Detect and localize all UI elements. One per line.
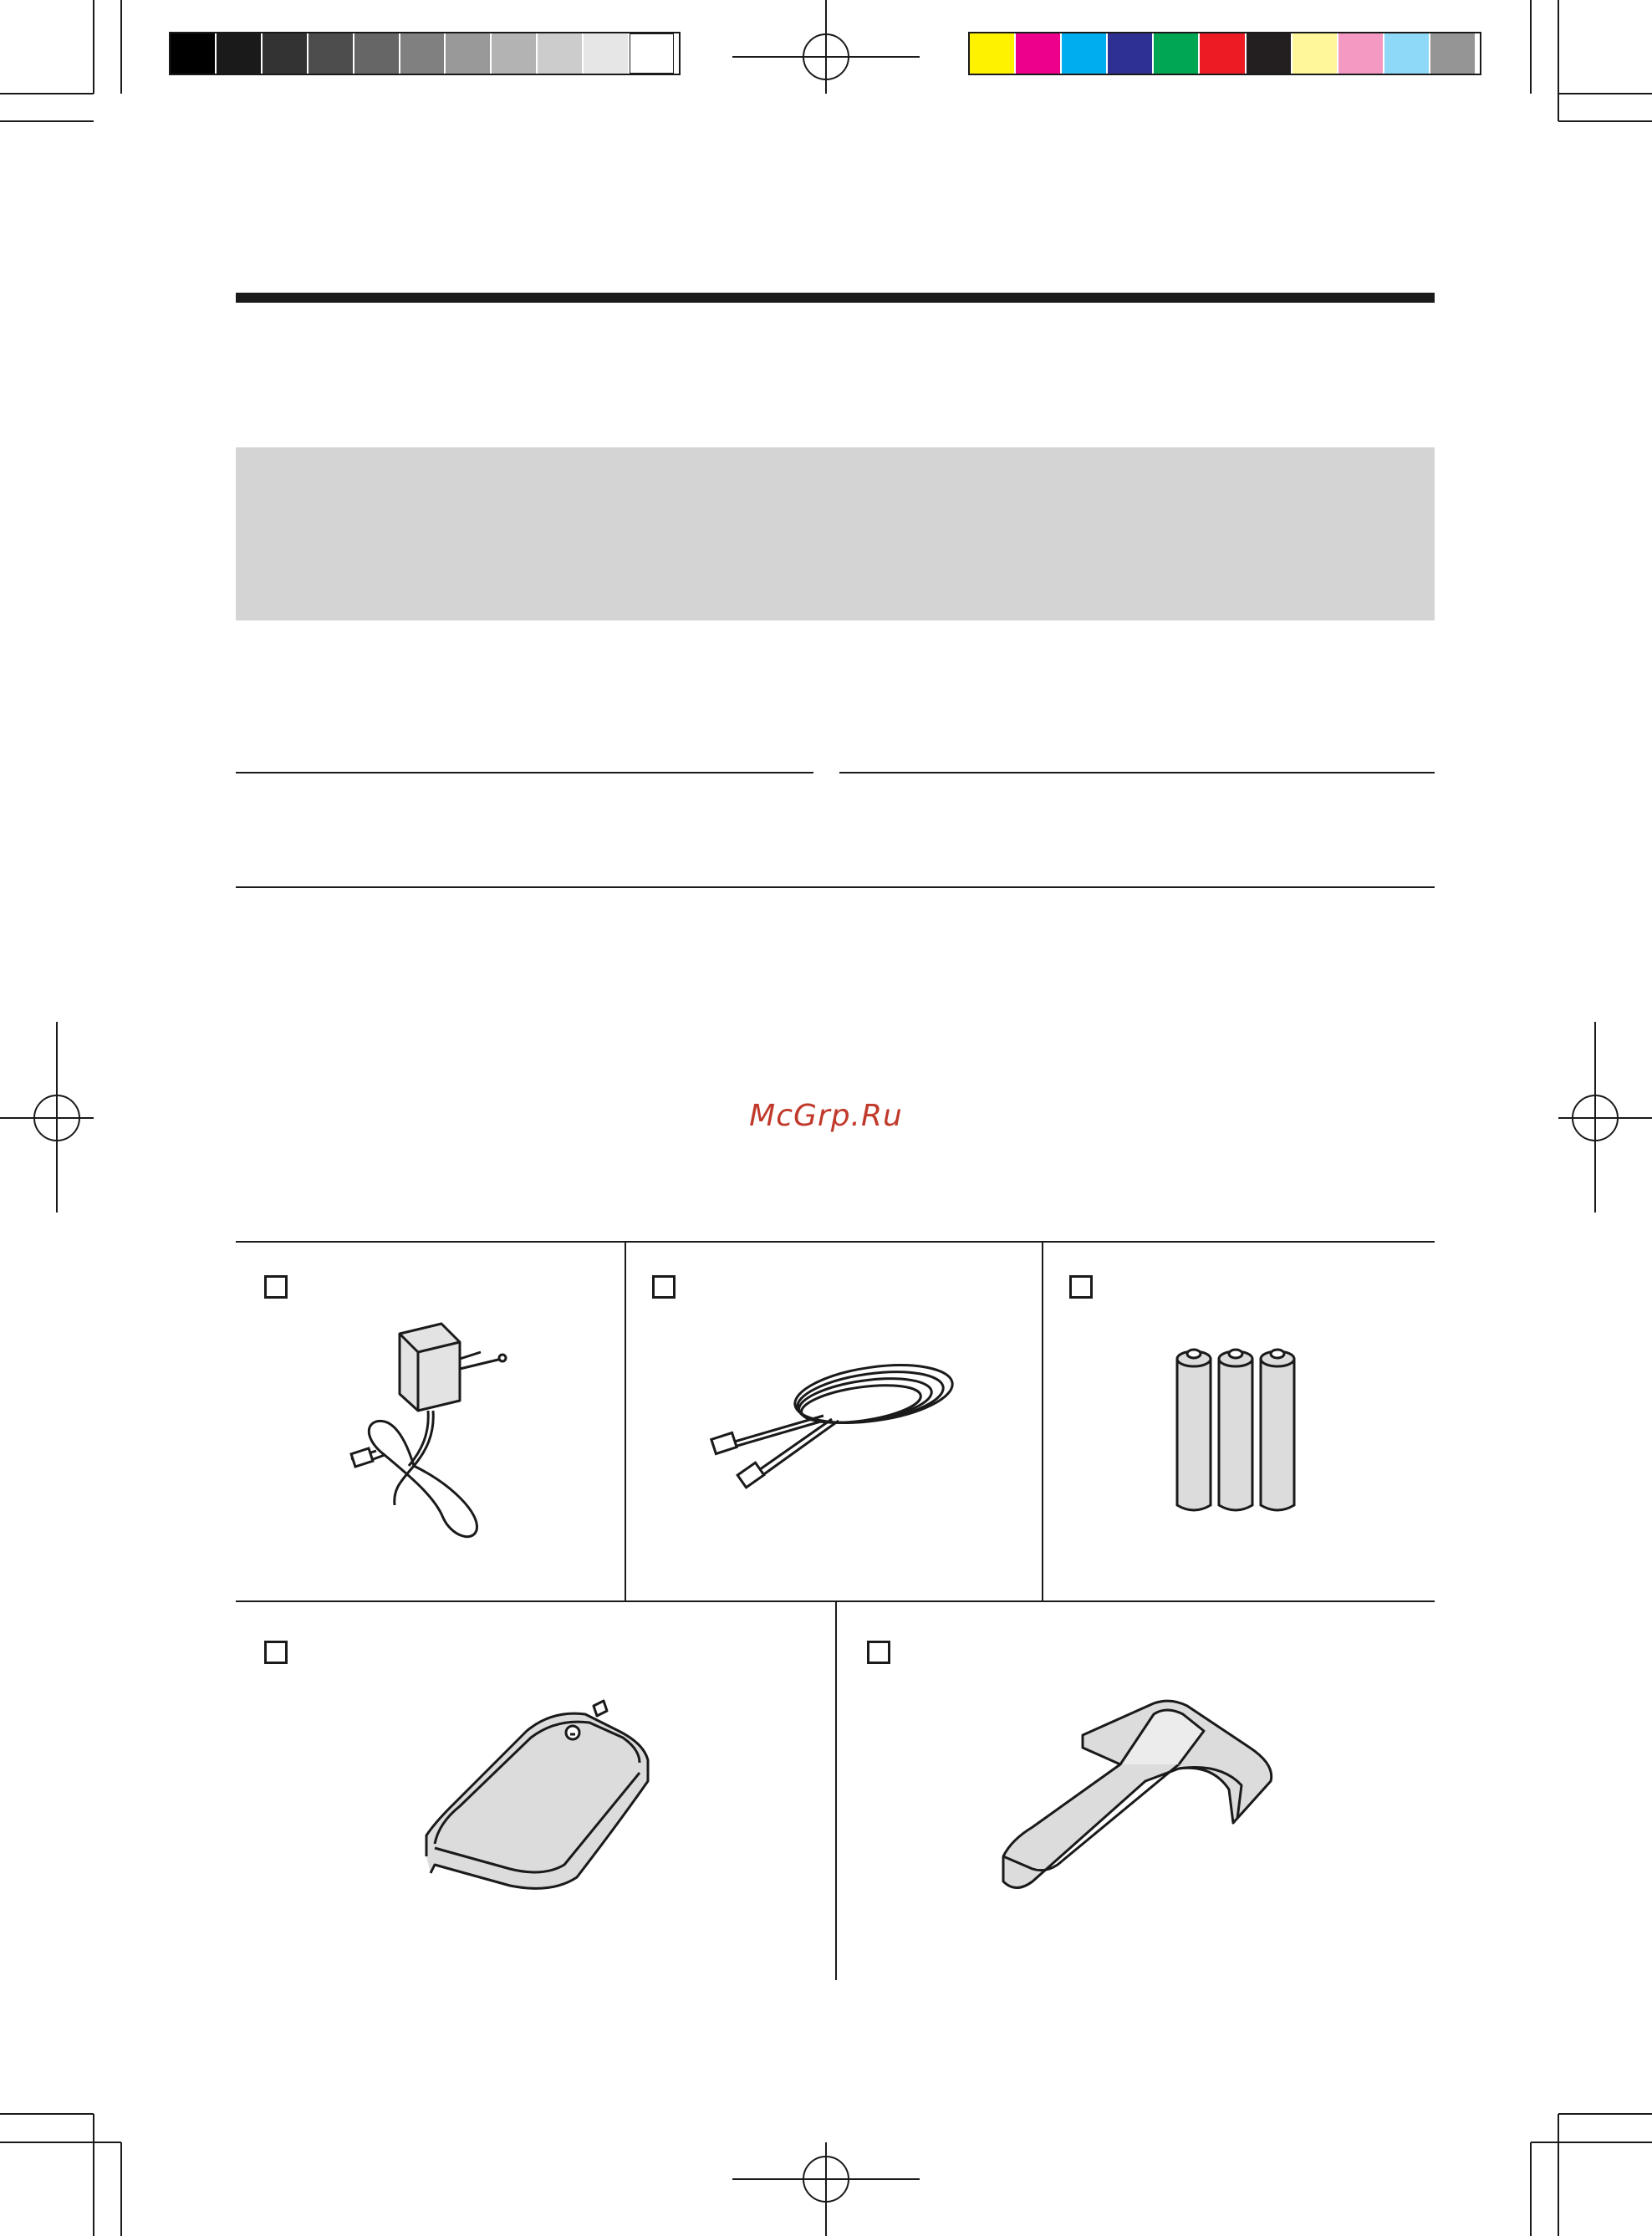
watermark: McGrp.Ru <box>749 1099 903 1133</box>
accessory-checkbox-batteries[interactable] <box>1069 1275 1093 1299</box>
ac-adaptor-icon <box>334 1317 535 1543</box>
section-rule-full <box>236 886 1435 888</box>
accessories-top-rule <box>236 1241 1435 1243</box>
section-rule-right <box>839 772 1435 773</box>
accessory-checkbox-ac-adaptor[interactable] <box>264 1275 288 1299</box>
accessory-checkbox-line-cord[interactable] <box>652 1275 676 1299</box>
accessory-checkbox-belt-clip[interactable] <box>867 1641 890 1664</box>
accessories-divider-2 <box>1042 1241 1043 1601</box>
batteries-icon <box>1170 1338 1313 1518</box>
header-band <box>236 447 1435 620</box>
accessory-checkbox-battery-cover[interactable] <box>264 1641 288 1664</box>
accessories-divider-1 <box>625 1241 626 1601</box>
belt-clip-icon <box>999 1697 1275 1898</box>
title-rule <box>236 293 1435 303</box>
section-rule-left <box>236 772 813 773</box>
accessories-divider-3 <box>835 1600 837 1980</box>
battery-cover-icon <box>418 1697 660 1898</box>
telephone-line-cord-icon <box>706 1359 957 1501</box>
